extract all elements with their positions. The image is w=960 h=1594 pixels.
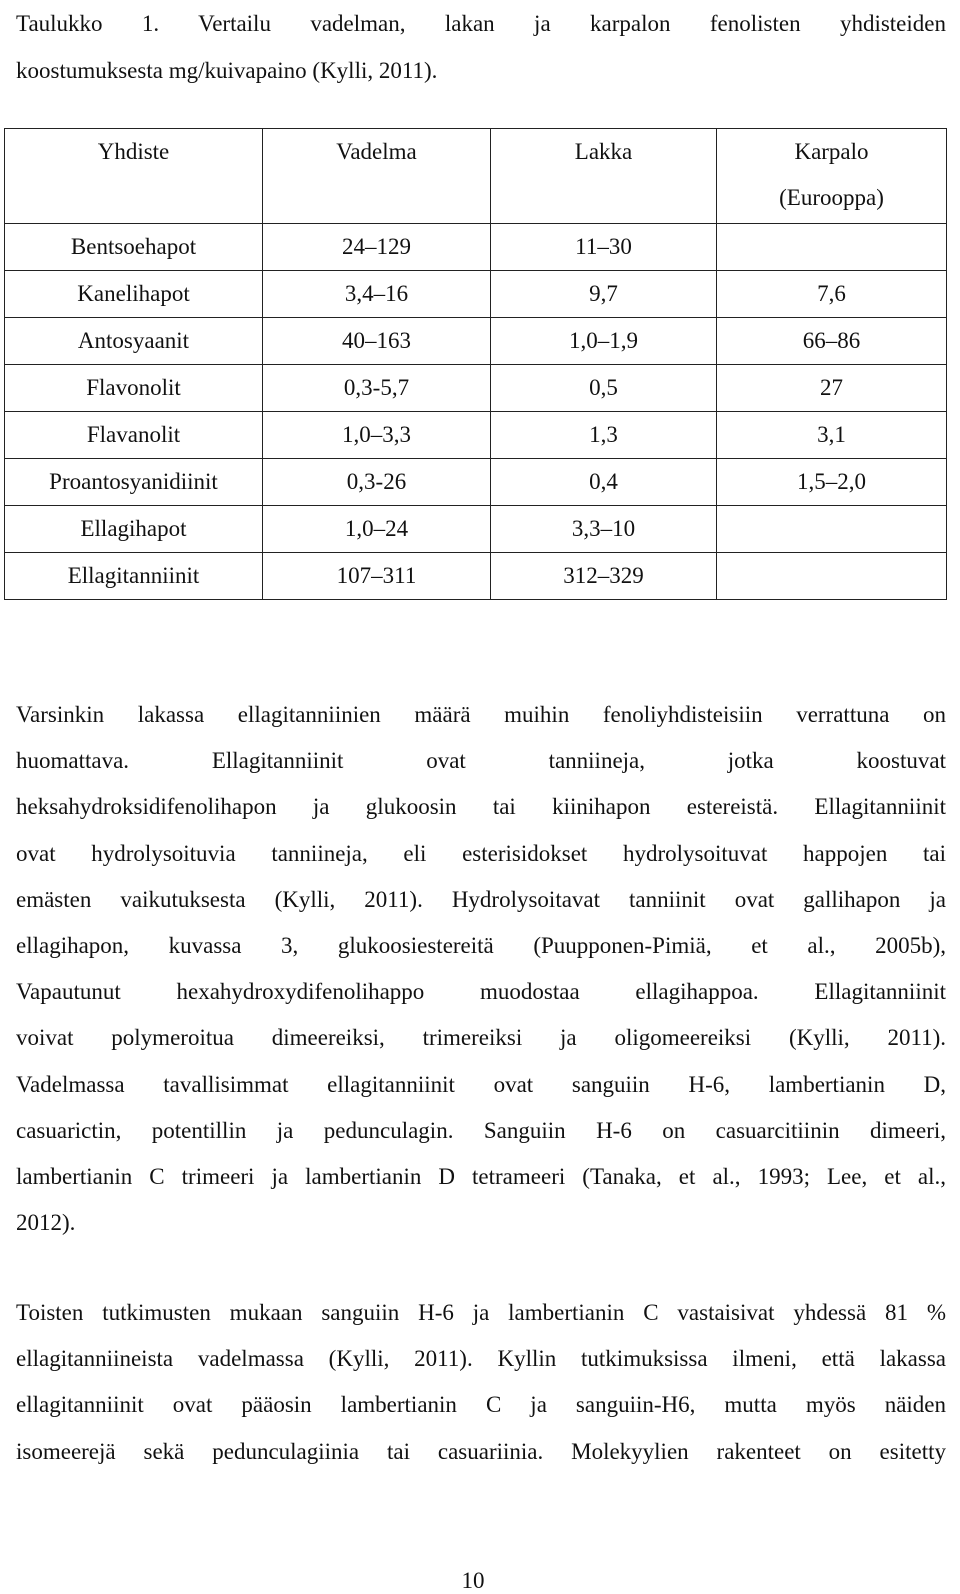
- table-cell: 1,0‒1,9: [491, 318, 717, 365]
- table-cell: [717, 506, 947, 553]
- table-cell: 40‒163: [263, 318, 491, 365]
- header-cell: Vadelma: [263, 129, 491, 224]
- table-caption: [16, 0, 946, 94]
- table-cell: 1,0‒3,3: [263, 412, 491, 459]
- table-cell: 1,0‒24: [263, 506, 491, 553]
- table-row: [5, 506, 947, 553]
- paragraph-line: casuarictin, potentillin ja pedunculagin. Sanguiin H-6 on casuarcitiinin dimeeri,: [16, 1117, 946, 1143]
- table-cell: 3,4‒16: [263, 271, 491, 318]
- table-cell: 1,3: [491, 412, 717, 459]
- paragraph-line: ellagihapon, kuvassa 3, glukoosiestereitä (Puupponen-Pimiä, et al., 2005b),: [16, 933, 946, 959]
- paragraph-line: 2012).: [16, 1210, 76, 1236]
- table-cell: 0,3-26: [263, 459, 491, 506]
- paragraph-line: huomattava. Ellagitanniinit ovat tanniineja, jotka koostuvat: [16, 748, 946, 774]
- table-cell: Ellagihapot: [5, 506, 263, 553]
- body-paragraph: [16, 692, 946, 1246]
- table-cell: 27: [717, 365, 947, 412]
- table-cell: Antosyaanit: [5, 318, 263, 365]
- paragraph-line: Varsinkin lakassa ellagitanniinien määrä muihin fenoliyhdisteisiin verrattuna on: [16, 702, 946, 727]
- table-cell: [717, 553, 947, 600]
- table-cell: 11‒30: [491, 224, 717, 271]
- table-row: [5, 271, 947, 318]
- table-row: [5, 412, 947, 459]
- table-row: [5, 318, 947, 365]
- table-cell: 0,4: [491, 459, 717, 506]
- table-row: [5, 459, 947, 506]
- table-row: [5, 224, 947, 271]
- paragraph-line: Vapautunut hexahydroxydifenolihappo muodostaa ellagihappoa. Ellagitanniinit: [16, 979, 946, 1005]
- table-cell: Kanelihapot: [5, 271, 263, 318]
- header-cell: Lakka: [491, 129, 717, 224]
- header-cell: Yhdiste: [5, 129, 263, 224]
- paragraph-line: voivat polymeroitua dimeereiksi, trimereiksi ja oligomeereiksi (Kylli, 2011).: [16, 1025, 946, 1051]
- paragraph-line: isomeerejä sekä pedunculagiinia tai casuariinia. Molekyylien rakenteet on esitetty: [16, 1438, 946, 1464]
- table-cell: Proantosyanidiinit: [5, 459, 263, 506]
- paragraph-line: Toisten tutkimusten mukaan sanguiin H-6 ja lambertianin C vastaisivat yhdessä 81 %: [16, 1300, 946, 1325]
- table-cell: [717, 224, 947, 271]
- table-cell: Bentsoehapot: [5, 224, 263, 271]
- table-cell: 24‒129: [263, 224, 491, 271]
- comparison-table: [4, 128, 947, 600]
- header-cell-line: Karpalo: [794, 139, 869, 164]
- header-cell-line: (Eurooppa): [779, 185, 884, 210]
- table-row: [5, 365, 947, 412]
- body-paragraph: [16, 1290, 946, 1475]
- table-cell: Flavanolit: [5, 412, 263, 459]
- caption-line: koostumuksesta mg/kuivapaino (Kylli, 2011).: [16, 58, 438, 83]
- paragraph-line: heksahydroksidifenolihapon ja glukoosin tai kiinihapon estereistä. Ellagitanniinit: [16, 794, 946, 820]
- paragraph-line: ovat hydrolysoituvia tanniineja, eli esterisidokset hydrolysoituvat happojen tai: [16, 840, 946, 866]
- table-cell: 3,3‒10: [491, 506, 717, 553]
- paragraph-line: ellagitanniinit ovat pääosin lambertianin C ja sanguiin-H6, mutta myös näiden: [16, 1392, 946, 1418]
- table-cell: 0,5: [491, 365, 717, 412]
- table-cell: Flavonolit: [5, 365, 263, 412]
- table-cell: 107‒311: [263, 553, 491, 600]
- table-row: [5, 553, 947, 600]
- table-cell: Ellagitanniinit: [5, 553, 263, 600]
- paragraph-line: emästen vaikutuksesta (Kylli, 2011). Hydrolysoitavat tanniinit ovat gallihapon ja: [16, 886, 946, 912]
- header-cell: [717, 129, 947, 224]
- table-cell: 3,1: [717, 412, 947, 459]
- table-cell: 7,6: [717, 271, 947, 318]
- table-cell: 0,3-5,7: [263, 365, 491, 412]
- table-header-row: [5, 129, 947, 224]
- paragraph-line: lambertianin C trimeeri ja lambertianin D tetrameeri (Tanaka, et al., 1993; Lee, et al.,: [16, 1164, 946, 1190]
- paragraph-line: ellagitanniineista vadelmassa (Kylli, 2011). Kyllin tutkimuksissa ilmeni, että lakassa: [16, 1346, 946, 1372]
- table-cell: 66‒86: [717, 318, 947, 365]
- table-cell: 312‒329: [491, 553, 717, 600]
- table-cell: 9,7: [491, 271, 717, 318]
- paragraph-line: Vadelmassa tavallisimmat ellagitanniinit ovat sanguiin H-6, lambertianin D,: [16, 1071, 946, 1097]
- table-cell: 1,5‒2,0: [717, 459, 947, 506]
- page-number: 10: [461, 1568, 485, 1593]
- caption-line: Taulukko 1. Vertailu vadelman, lakan ja karpalon fenolisten yhdisteiden: [16, 11, 946, 36]
